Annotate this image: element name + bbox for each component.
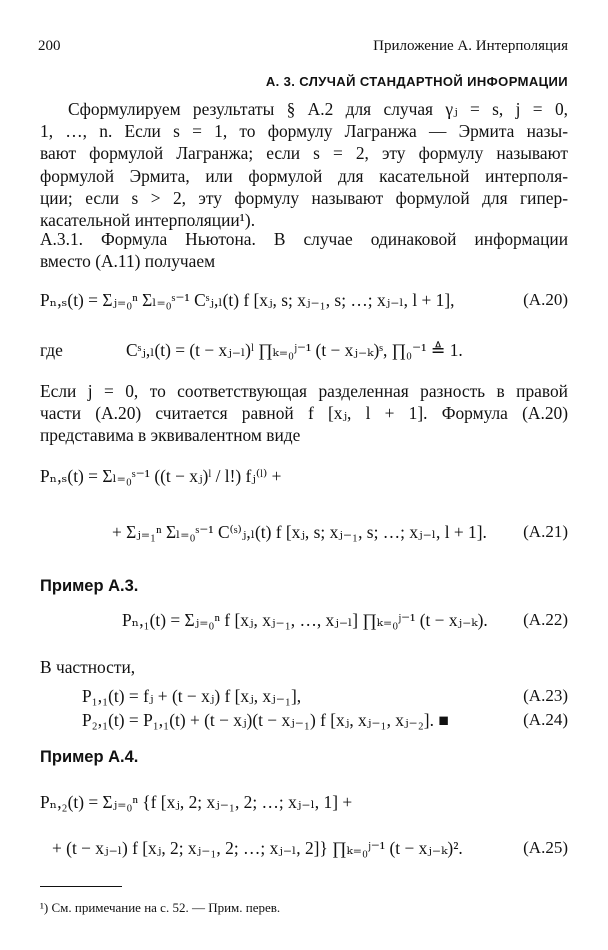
text-line: 1, …, n. Если s = 1, то формулу Лагранжа — Эрмита назы-	[40, 121, 568, 142]
text-line: Сформулируем результаты § А.2 для случая γⱼ = s, j = 0,	[68, 99, 568, 119]
text-line: вместо (А.11) получаем	[40, 251, 216, 272]
equation-number-a24: (А.24)	[523, 710, 568, 729]
equation-coefficient: Cˢⱼ,ₗ(t) = (t − xⱼ₋ₗ)ˡ ∏ₖ₌₀ʲ⁻¹ (t − xⱼ₋ₖ)ˢ, ∏₀⁻¹ ≜ 1.	[126, 340, 463, 360]
footnote: ¹) См. примечание на с. 52. — Прим. перев.	[40, 900, 281, 915]
text-line: вают формулой Лагранжа; если s = 2, эту формулу называют	[40, 143, 568, 164]
text-line: касательной интерполяции¹).	[40, 210, 256, 231]
text-line: ции; если s > 2, эту формулу называют формулой для гипер-	[40, 187, 568, 208]
equation-a24	[82, 710, 449, 731]
equation-number-a25: (А.25)	[523, 838, 568, 857]
equation-a21-line2: + Σⱼ₌₁ⁿ Σₗ₌₀ˢ⁻¹ C⁽ˢ⁾ⱼ,ₗ(t) f [xⱼ, s; xⱼ₋₁, s; …; xⱼ₋ₗ, l + 1].	[112, 522, 487, 542]
section-title: А. 3. СЛУЧАЙ СТАНДАРТНОЙ ИНФОРМАЦИИ	[265, 74, 568, 89]
page-number: 200	[38, 38, 61, 54]
equation-a20: Pₙ,ₛ(t) = Σⱼ₌₀ⁿ Σₗ₌₀ˢ⁻¹ Cˢⱼ,ₗ(t) f [xⱼ, s; xⱼ₋₁, s; …; xⱼ₋ₗ, l + 1],	[40, 290, 455, 310]
equation-a23: P₁,₁(t) = fⱼ + (t − xⱼ) f [xⱼ, xⱼ₋₁],	[82, 686, 302, 706]
running-title: Приложение А. Интерполяция	[373, 38, 568, 54]
equation-a25-line2: + (t − xⱼ₋ₗ) f [xⱼ, 2; xⱼ₋₁, 2; …; xⱼ₋ₗ, 2]} ∏ₖ₌₀ʲ⁻¹ (t − xⱼ₋ₖ)².	[52, 838, 463, 858]
example-a3-heading: Пример А.3.	[40, 577, 139, 595]
equation-a22: Pₙ,₁(t) = Σⱼ₌₀ⁿ f [xⱼ, xⱼ₋₁, …, xⱼ₋ₗ] ∏ₖ₌₀ʲ⁻¹ (t − xⱼ₋ₖ).	[122, 610, 488, 630]
equation-a21-line1: Pₙ,ₛ(t) = Σₗ₌₀ˢ⁻¹ ((t − xⱼ)ˡ / l!) fⱼ⁽ˡ⁾ +	[40, 466, 282, 486]
where-word: где	[40, 340, 63, 360]
text-line: Если j = 0, то соответствующая разделенная разность в правой	[40, 381, 568, 401]
equation-a24-formula: P₂,₁(t) = P₁,₁(t) + (t − xⱼ)(t − xⱼ₋₁) f [xⱼ, xⱼ₋₁, xⱼ₋₂].	[82, 710, 434, 730]
example-a4-heading: Пример А.4.	[40, 748, 139, 766]
intro-paragraph	[40, 98, 568, 231]
text-line: части (А.20) считается равной f [xⱼ, l + 1]. Формула (А.20)	[40, 403, 568, 424]
equation-a25-line1: Pₙ,₂(t) = Σⱼ₌₀ⁿ {f [xⱼ, 2; xⱼ₋₁, 2; …; xⱼ₋ₗ, 1] +	[40, 792, 353, 812]
equation-number-a20: (А.20)	[523, 290, 568, 309]
equation-number-a22: (А.22)	[523, 610, 568, 629]
equation-number-a23: (А.23)	[523, 686, 568, 705]
end-of-example-mark: ■	[438, 710, 449, 730]
in-particular-text: В частности,	[40, 657, 136, 677]
footnote-divider	[40, 886, 122, 887]
equation-number-a21: (А.21)	[523, 522, 568, 541]
text-line: формулой Эрмита, или формулой для касательной интерполя-	[40, 165, 568, 186]
text-line: представима в эквивалентном виде	[40, 425, 301, 446]
second-paragraph	[40, 380, 568, 447]
subsection-heading-line: А.3.1. Формула Ньютона. В случае одинаковой информации	[40, 229, 568, 249]
subsection-paragraph	[40, 228, 568, 272]
